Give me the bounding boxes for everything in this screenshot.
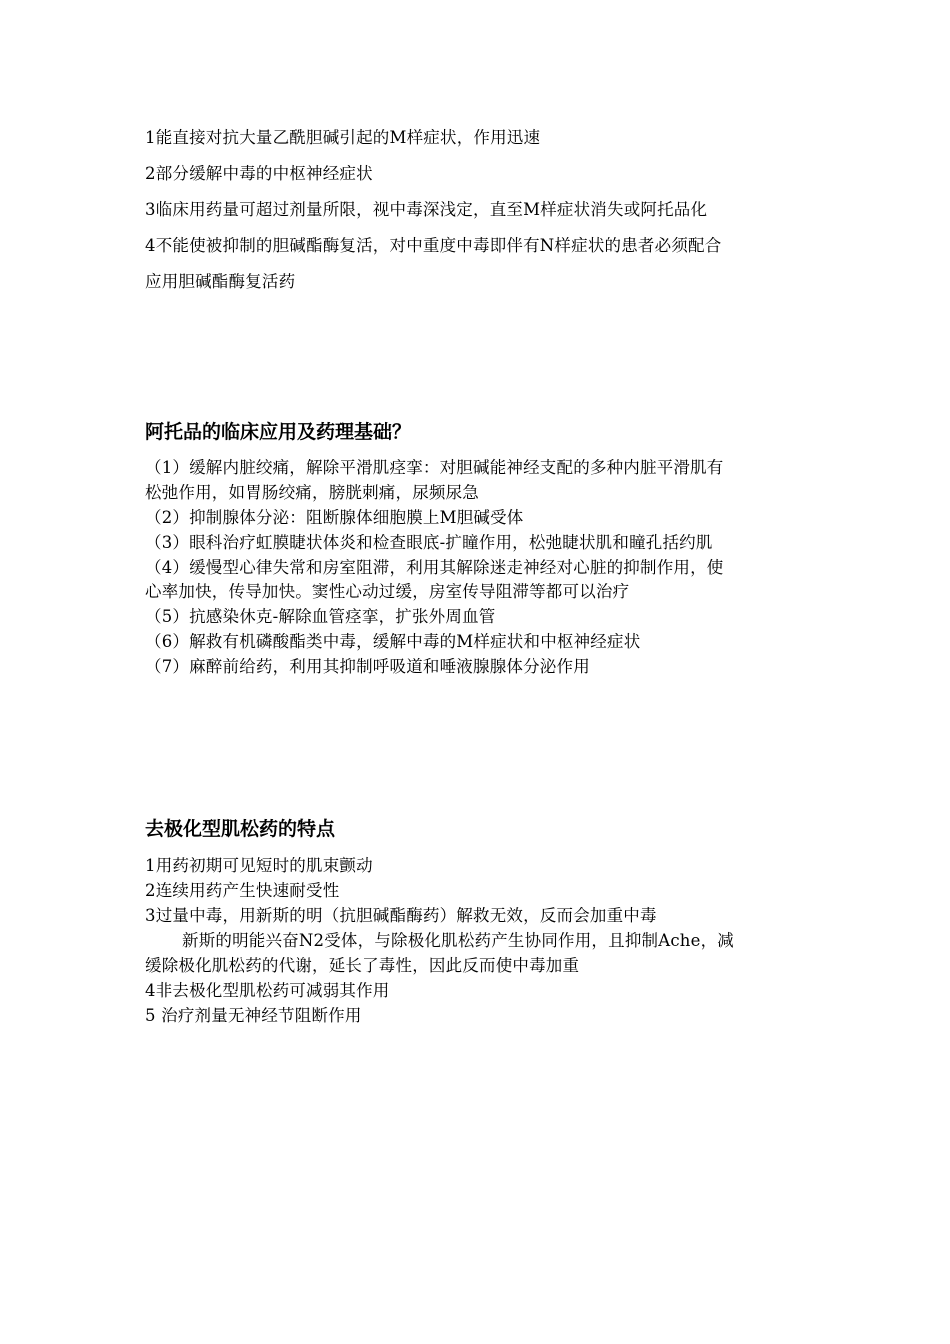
section2-line-2: 松弛作用，如胃肠绞痛，膀胱刺痛，尿频尿急	[145, 483, 479, 502]
section1-line-3: 3临床用药量可超过剂量所限，视中毒深浅定，直至M样症状消失或阿托品化	[145, 200, 708, 219]
section2-line-1: （1）缓解内脏绞痛，解除平滑肌痉挛：对胆碱能神经支配的多种内脏平滑肌有	[145, 458, 724, 477]
section2-line-9: （7）麻醉前给药，利用其抑制呼吸道和唾液腺腺体分泌作用	[145, 657, 590, 676]
section2-line-7: （5）抗感染休克-解除血管痉挛，扩张外周血管	[145, 607, 496, 626]
section3-title: 去极化型肌松药的特点	[145, 818, 336, 840]
section1-line-1: 1能直接对抗大量乙酰胆碱引起的M样症状，作用迅速	[145, 128, 541, 147]
section2-line-5: （4）缓慢型心律失常和房室阻滞，利用其解除迷走神经对心脏的抑制作用，使	[145, 558, 724, 577]
section2-line-3: （2）抑制腺体分泌：阻断腺体细胞膜上M胆碱受体	[145, 508, 524, 527]
section3-line-1: 1用药初期可见短时的肌束颤动	[145, 856, 373, 875]
section2-title: 阿托品的临床应用及药理基础？	[145, 421, 412, 443]
section3-line-4: 新斯的明能兴奋N2受体，与除极化肌松药产生协同作用，且抑制Ache，减	[182, 931, 734, 950]
section2-line-4: （3）眼科治疗虹膜睫状体炎和检查眼底-扩瞳作用，松弛睫状肌和瞳孔括约肌	[145, 533, 713, 552]
section2-line-8: （6）解救有机磷酸酯类中毒，缓解中毒的M样症状和中枢神经症状	[145, 632, 641, 651]
section1-line-5: 应用胆碱酯酶复活药	[145, 272, 296, 291]
section2-line-6: 心率加快，传导加快。窦性心动过缓，房室传导阻滞等都可以治疗	[145, 582, 630, 601]
section1-line-4: 4不能使被抑制的胆碱酯酶复活，对中重度中毒即伴有N样症状的患者必须配合	[145, 236, 722, 255]
section3-line-6: 4非去极化型肌松药可减弱其作用	[145, 981, 390, 1000]
section3-line-2: 2连续用药产生快速耐受性	[145, 881, 340, 900]
section3-line-3: 3过量中毒，用新斯的明（抗胆碱酯酶药）解救无效，反而会加重中毒	[145, 906, 657, 925]
section1-line-2: 2部分缓解中毒的中枢神经症状	[145, 164, 373, 183]
section3-line-7: 5 治疗剂量无神经节阻断作用	[145, 1006, 362, 1025]
section3-line-5: 缓除极化肌松药的代谢，延长了毒性，因此反而使中毒加重	[145, 956, 580, 975]
